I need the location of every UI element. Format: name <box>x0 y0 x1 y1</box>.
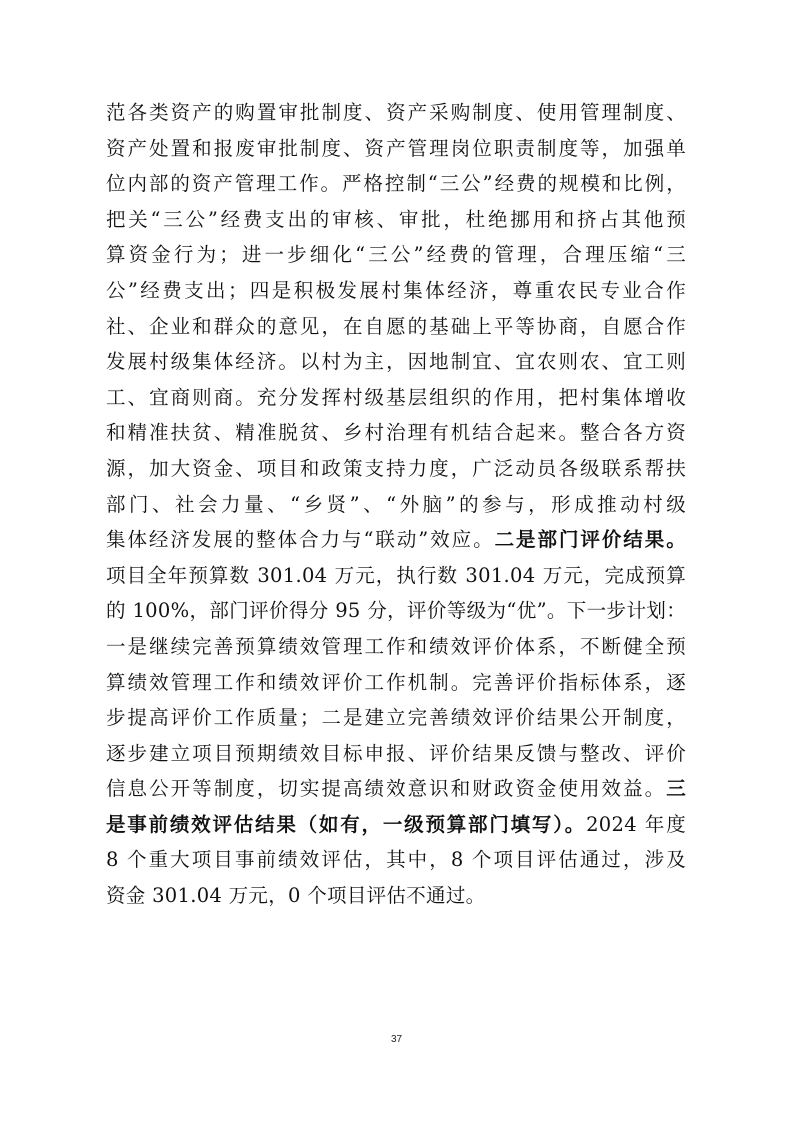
text-line <box>106 522 686 558</box>
body-text-run: 公”经费支出；四是积极发展村集体经济，尊重农民专业合作 <box>106 278 686 302</box>
text-line <box>106 487 686 523</box>
body-text-run: 部门、社会力量、“乡贤”、“外脑”的参与，形成推动村级 <box>106 492 686 516</box>
body-text-run: 发展村级集体经济。以村为主，因地制宜、宜农则农、宜工则 <box>106 350 686 374</box>
body-text-run: 把关“三公”经费支出的审核、审批，杜绝挪用和挤占其他预 <box>106 207 686 231</box>
text-line <box>106 380 686 416</box>
bold-heading-text: 三 <box>666 777 686 801</box>
text-line <box>106 593 686 629</box>
body-text-run: 算绩效管理工作和绩效评价工作机制。完善评价指标体系，逐 <box>106 670 686 694</box>
body-text-run: 项目全年预算数 301.04 万元，执行数 301.04 万元，完成预算 <box>106 563 686 587</box>
text-line <box>106 131 686 167</box>
text-line <box>106 842 686 878</box>
page-number: 37 <box>390 1034 403 1045</box>
text-line <box>106 95 686 131</box>
body-text-run: 和精准扶贫、精准脱贫、乡村治理有机结合起来。整合各方资 <box>106 421 686 445</box>
text-line <box>106 451 686 487</box>
bold-heading-text: 是事前绩效评估结果（如有，一级预算部门填写）。 <box>106 812 587 836</box>
text-line <box>106 344 686 380</box>
text-line <box>106 309 686 345</box>
body-text-run: 2024 年度 <box>586 812 686 836</box>
body-text-run: 资金 301.04 万元，0 个项目评估不通过。 <box>106 884 486 908</box>
text-line <box>106 771 686 807</box>
body-text-run: 8 个重大项目事前绩效评估，其中，8 个项目评估通过，涉及 <box>106 848 686 872</box>
body-text-run: 集体经济发展的整体合力与“联动”效应。 <box>106 528 495 552</box>
text-line <box>106 878 686 914</box>
text-line <box>106 558 686 594</box>
body-text-run: 一是继续完善预算绩效管理工作和绩效评价体系，不断健全预 <box>106 634 686 658</box>
body-text-run: 步提高评价工作质量；二是建立完善绩效评价结果公开制度， <box>106 706 686 730</box>
body-text-run: 源，加大资金、项目和政策支持力度，广泛动员各级联系帮扶 <box>106 456 686 480</box>
text-line <box>106 629 686 665</box>
body-text-run: 范各类资产的购置审批制度、资产采购制度、使用管理制度、 <box>106 101 686 124</box>
text-line <box>106 736 686 772</box>
text-line <box>106 700 686 736</box>
bold-heading-text: 二是部门评价结果。 <box>494 528 687 552</box>
text-line <box>106 665 686 701</box>
body-text-run: 资产处置和报废审批制度、资产管理岗位职责制度等，加强单 <box>106 136 686 160</box>
body-text-run: 算资金行为；进一步细化“三公”经费的管理，合理压缩“三 <box>106 243 686 267</box>
text-line <box>106 202 686 238</box>
body-text-run: 社、企业和群众的意见，在自愿的基础上平等协商，自愿合作 <box>106 314 686 338</box>
text-line <box>106 273 686 309</box>
text-line <box>106 166 686 202</box>
body-text-run: 信息公开等制度，切实提高绩效意识和财政资金使用效益。 <box>106 777 667 801</box>
body-text <box>106 95 686 914</box>
text-line <box>106 237 686 273</box>
text-line <box>106 807 686 843</box>
body-text-run: 的 100%，部门评价得分 95 分，评价等级为“优”。下一步计划： <box>106 599 686 623</box>
body-text-run: 工、宜商则商。充分发挥村级基层组织的作用，把村集体增收 <box>106 385 686 409</box>
text-line <box>106 415 686 451</box>
body-text-run: 位内部的资产管理工作。严格控制“三公”经费的规模和比例， <box>106 172 686 196</box>
body-text-run: 逐步建立项目预期绩效目标申报、评价结果反馈与整改、评价 <box>106 741 686 765</box>
